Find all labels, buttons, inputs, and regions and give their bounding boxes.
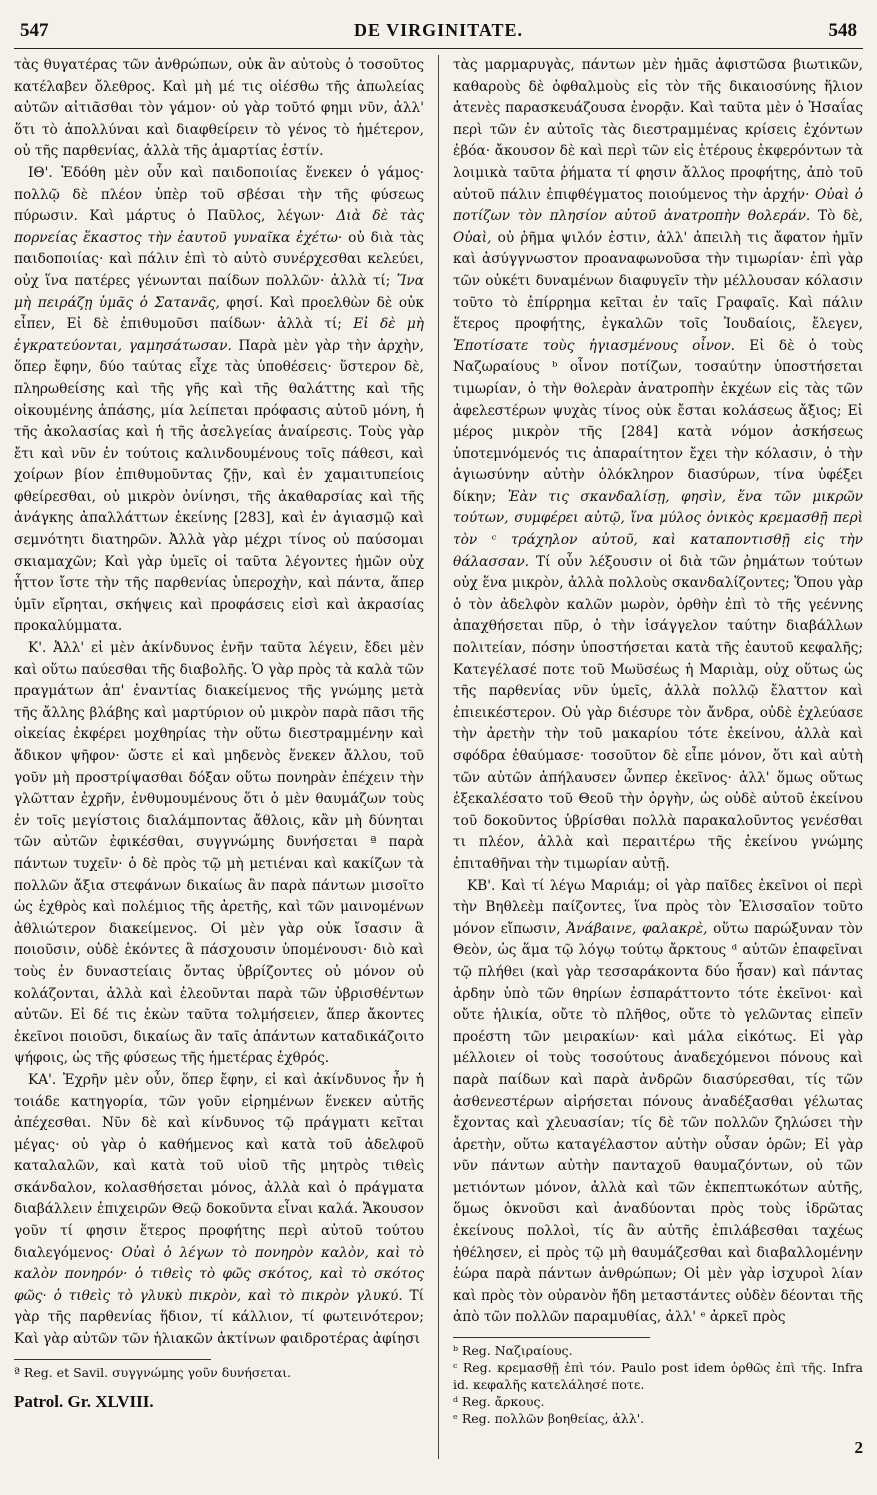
- footnote-divider: [14, 1359, 211, 1360]
- left-column: [14, 55, 424, 1459]
- paragraph-text: Παρὰ μὲν γὰρ τὴν ἀρχὴν, ὅπερ ἔφην, δύο ταύτας εἶχε τὰς ὑποθέσεις· ὕστερον δὲ, πληρωθείσης καὶ τῆς γῆς καὶ τῆς θαλάττης καὶ τῆς οἰκουμένης ἁπάσης, μία λείπεται πρόφασις αὐτοῦ μόνη, ἡ τῆς ἀκολασίας καὶ ἡ τῆς ἀσελγείας ἀναίρεσις. Τοὺς γὰρ ἔτι καὶ νῦν ἐν τούτοις καλινδουμένους τοῖς πάθεσι, καὶ χοίρων βίον ἐπιθυμοῦντας ζῇν, καὶ ἐν χαμαιτυπείοις φθείρεσθαι, οὐ μικρὸν ὀνίνησι, τῆς ἀκαθαρσίας καὶ τῆς ἀνάγκης ἀπαλλάττων ἐκείνης [283], καὶ ἐν ἁγιασμῷ καὶ σεμνότητι διατηρῶν. Ἀλλὰ γὰρ μέχρι τίνος οὐ παύσομαι σκιαμαχῶν; Καὶ γὰρ ὑμεῖς οἱ ταῦτα λέγοντες ἡμῶν οὐχ ἧττον ἴστε τὴν τῆς παρθενίας ὑπεροχὴν, καὶ πάντα, ἅπερ ὑμῖν εἴρηται, σκήψεις καὶ προφάσεις εἰσὶ καὶ ἀκρασίας προκαλύμματα.: [14, 337, 424, 635]
- scripture-quote: Οὐαὶ,: [453, 229, 492, 246]
- footnote: ᵇ Reg. Ναζιραίους.: [453, 1343, 573, 1359]
- scripture-quote: Ἐποτίσατε τοὺς ἡγιασμένους οἶνον.: [453, 337, 735, 354]
- footnote: ᶜ Reg. κρεμασθῇ ἐπὶ τόν. Paulo post idem ὀρθῶς ἐπὶ τῆς. Infra id. κεφαλῆς κατελάλησέ ποτε.: [453, 1360, 863, 1393]
- paragraph: [453, 876, 863, 1329]
- scripture-quote: Ἀνάβαινε, φαλακρὲ,: [566, 920, 708, 937]
- paragraph-text: Τί γὰρ τῆς παρθενίας ἥδιον, τί κάλλιον, τί φωτεινότερον; Καὶ γὰρ αὐτῶν τῶν ἡλιακῶν ἀκτίνων φαιδροτέρας ἀφίησι: [14, 1287, 425, 1348]
- paragraph-text: τὰς μαρμαρυγὰς, πάντων μὲν ἡμᾶς ἀφιστῶσα βιωτικῶν, καθαροὺς δὲ ὀφθαλμοὺς εἰς τὸν τῆς δικαιοσύνης ἥλιον ἀτενὲς παρασκευάζουσα ἐνορᾷν. Καὶ ταῦτα μὲν ὁ Ἡσαΐας περὶ τῶν ἐν αὐτοῖς τὰς διεστραμμένας κρίσεις ἐχόντων ἐβόα· ἄκουσον δὲ καὶ περὶ τῶν εἰς ἑτέρους ἐκφερόντων τὰ λοιμικὰ ταῦτα ῥήματα τί φησιν ἄλλος προφήτης, ἀπὸ τοῦ αὐτοῦ πάλιν ἐπιφθέγματος ποιούμενος τὴν ἀρχήν·: [453, 57, 863, 203]
- paragraph-text: φησί. Καὶ προελθὼν δὲ οὐκ εἶπεν, Εἰ δὲ ἐπιθυμοῦσι παίδων· ἀλλὰ τί;: [14, 294, 424, 333]
- paragraph-text: οὐ ῥῆμα ψιλόν ἐστιν, ἀλλ' ἀπειλὴ τις ἄφατον ἡμῖν καὶ ἀσύγγνωστον προαναφωνοῦσα τὴν τιμωρίαν· ἐπὶ γὰρ τῶν οὐκέτι δυναμένων διαφυγεῖν τὴν μέλλουσαν κόλασιν τοῦτο τὸ ἐπίρρημα κεῖται ἐν ταῖς Γραφαῖς. Καὶ πάλιν ἕτερος προφήτης, ἐγκαλῶν τοῖς Ἰουδαίοις, ἔλεγεν,: [453, 229, 863, 333]
- scripture-quote: Οὐαὶ ὁ ποτίζων τὸν πλησίον αὐτοῦ ἀνατροπὴν θολεράν.: [453, 186, 864, 225]
- scripture-quote: Ἵνα μὴ πειράζῃ ὑμᾶς ὁ Σατανᾶς,: [14, 272, 424, 311]
- column-divider: [438, 55, 439, 1459]
- scripture-quote: Οὐαὶ ὁ λέγων τὸ πονηρὸν καλὸν, καὶ τὸ καλὸν πονηρόν· ὁ τιθεὶς τὸ φῶς σκότος, καὶ τὸ σκότος φῶς· ὁ τιθεὶς τὸ γλυκὺ πικρὸν, καὶ τὸ πικρὸν γλυκύ.: [14, 1244, 424, 1304]
- paragraph: τὰς θυγατέρας τῶν ἀνθρώπων, οὐκ ἂν αὐτοὺς ὁ τοσοῦτος κατέλαβεν ὄλεθρος. Καὶ μὴ μέ τις οἰέσθω τῆς ἀπωλείας αὐτῶν αἰτιᾶσθαι τὸν γάμον· οὐ γὰρ τοῦτό φημι νῦν, ἀλλ' ὅτι τὸ ἀπολλύναι καὶ διαφθείρειν τὸ γένος τὸ ἡμέτερον, οὐ τῆς παρθενίας, ἀλλὰ τῆς ἁμαρτίας ἐστίν.: [14, 57, 424, 160]
- footnote: ª Reg. et Savil. συγγνώμης γοῦν δυνήσεται.: [14, 1364, 292, 1380]
- page-number-right: 548: [828, 20, 857, 41]
- page-header: [14, 14, 863, 49]
- footer-signature: Patrol. Gr. XLVIII.: [14, 1391, 154, 1411]
- paragraph-text: ΚΑ'. Ἐχρῆν μὲν οὖν, ὅπερ ἔφην, εἰ καὶ ἀκίνδυνος ἦν ἡ τοιάδε κατηγορία, τῶν γοῦν εἰρημένων ἕνεκεν αὐτῆς ἀπέχεσθαι. Νῦν δὲ καὶ κίνδυνος τῷ πράγματι κεῖται μέγας· οὐ γὰρ ὁ καθήμενος καὶ κατὰ τοῦ ἀδελφοῦ καταλαλῶν, καὶ κατὰ τοῦ υἱοῦ τῆς μητρὸς τιθεὶς σκάνδαλον, κολασθήσεται μόνος, ἀλλὰ καὶ ὁ πράγματα διαβάλλειν ἐπιχειρῶν Θεῷ δοκοῦντα εἶναι καλά. Ἄκουσον γοῦν τί φησιν ἕτερος προφήτης περὶ αὐτοῦ τούτου διαλεγόμενος·: [14, 1071, 424, 1261]
- scripture-quote: Εἰ δὲ μὴ ἐγκρατεύονται, γαμησάτωσαν.: [14, 316, 424, 354]
- paragraph-text: Τί οὖν λέξουσιν οἱ διὰ τῶν ῥημάτων τούτων οὐχ ἕνα μικρὸν, ἀλλὰ πολλοὺς σκανδαλίζοντες; Ὅπου γὰρ ὁ τὸν ἀδελφὸν καλῶν μωρὸν, ὀρθὴν ἐπὶ τὸ τῆς γεέννης ἀπαχθήσεται πῦρ, ὁ τὴν ἰσάγγελον ταύτην διαβάλλων πολιτείαν, πόσην ὑποστήσεται κατὰ τῆς ἑαυτοῦ κεφαλῆς; Κατεγέλασέ ποτε τοῦ Μωϋσέως ἡ Μαριὰμ, οὐχ οὕτως ὡς τῆς παρθενίας νῦν ὑμεῖς, ἀλλὰ πολλῷ ἔλαττον καὶ ἐπιεικέστερον. Οὐ γὰρ διέσυρε τὸν ἄνδρα, οὐδὲ ἐχλεύασε τὴν ἀρετὴν τὴν τοῦ μακαρίου τότε ἐκείνου, ἀλλὰ καὶ σφόδρα ἐθαύμασε· τοσοῦτον δὲ εἶπε μόνον, ὅτι καὶ αὐτὴ τῶν αὐτῶν ἀπήλαυσεν ὧνπερ ἐκεῖνος· ἀλλ' ὅμως οὕτως ἐξεκαλέσατο τοῦ Θεοῦ τὴν ὀργὴν, ὡς οὐδὲ αὐτοῦ ἐκείνου τοῦ δοκοῦντος ὑβρίσθαι πολλὰ παρακαλοῦντος γενέσθαι τι πλέον, ἀλλὰ καὶ περαιτέρω τῆς ἐκείνου γνώμης ἐπιταθῆναι τὴν τιμωρίαν αὐτῇ.: [453, 553, 863, 872]
- text-columns: [14, 55, 863, 1459]
- right-column: [453, 55, 863, 1459]
- paragraph: [453, 55, 863, 876]
- paragraph-text: ΚΒ'. Καὶ τί λέγω Μαριάμ; οἱ γὰρ παῖδες ἐκεῖνοι οἱ περὶ τὴν Βηθλεὲμ παίζοντες, ἵνα πρὸς τὸν Ἐλισσαῖον τοῦτο μόνον εἴπωσιν,: [453, 877, 863, 937]
- footnote: ᵈ Reg. ἄρκους.: [453, 1394, 545, 1410]
- page-number-left: 547: [20, 20, 49, 41]
- footnote-divider: [453, 1337, 650, 1338]
- paragraph-text: ΙΘ'. Ἐδόθη μὲν οὖν καὶ παιδοποιίας ἕνεκεν ὁ γάμος· πολλῷ δὲ πλέον ὑπὲρ τοῦ σβέσαι τὴν τῆς φύσεως πύρωσιν. Καὶ μάρτυς ὁ Παῦλος, λέγων·: [14, 164, 424, 225]
- paragraph: Κ'. Ἀλλ' εἰ μὲν ἀκίνδυνος ἐνῆν ταῦτα λέγειν, ἔδει μὲν καὶ οὕτω παύεσθαι τῆς διαβολῆς. Ὁ γὰρ πρὸς τὰ καλὰ τῶν πραγμάτων ἀπ' ἐναντίας διακείμενος τῆς γνώμης μετὰ τῆς ἄλλης βλάβης καὶ μαρτύριον οὐ μικρὸν παρὰ πᾶσι τῆς οἰκείας ἐκφέρει μοχθηρίας τὴν οὕτω διεστραμμένην καὶ ἄδικον ψῆφον· ὥστε εἰ καὶ μηδενὸς ἕνεκεν ἄλλου, τοῦ γοῦν μὴ προστρίψασθαι δόξαν οὕτω πονηρὰν ἐπέχειν τὴν γλῶτταν ἐχρῆν, ἐνθυμουμένους ὅτι ὁ μὲν θαυμάζων τοὺς ἐν τοῖς μεγίστοις διαλάμποντας ἄθλοις, κἂν μὴ δύνηται τῶν αὐτῶν ἐφικέσθαι, συγγνώμης δυνήσεται ª παρὰ πάντων τυχεῖν· ὁ δὲ πρὸς τῷ μὴ μετιέναι καὶ κακίζων τὰ πολλῶν ἄξια στεφάνων δικαίως ἂν παρὰ πάντων μισοῖτο ὡς ἐχθρὸς καὶ πολέμιος τῆς ἀρετῆς, καὶ τῶν μαινομένων ἀθλιώτερον διακείμενος. Οἱ μὲν γὰρ οὐκ ἴσασιν ἃ ποιοῦσιν, οὐδὲ ἑκόντες ἃ πάσχουσιν ὑπομένουσι· διὸ καὶ τοὺς ἐν δυναστείαις ὄντας ὑβρίζοντες οὐ μόνον οὐ κολάζονται, ἀλλὰ καὶ ἐλεοῦνται παρὰ τῶν ὑβρισθέντων αὐτῶν. Εἰ δέ τις ἑκὼν ταῦτα τολμήσειεν, ἅπερ ἄκοντες ἐκεῖνοι ποιοῦσι, δικαίως ἂν ταῖς ἁπάντων καταδικάζοιτο ψήφοις, ὡς τῆς φύσεως τῆς ἡμετέρας ἐχθρός.: [14, 640, 424, 1067]
- page-footer: [453, 1437, 863, 1459]
- paragraph-text: οὐ διὰ τὰς παιδοποιίας· καὶ πάλιν ἐπὶ τὸ αὐτὸ συνέρχεσθαι κελεύει, οὐχ ἵνα πατέρες γένωνται παίδων πολλῶν· ἀλλὰ τί;: [14, 229, 424, 289]
- paragraph-text: οὕτω παρώξυναν τὸν Θεὸν, ὡς ἅμα τῷ λόγῳ τούτῳ ἄρκτους ᵈ αὐτῶν ἐπαφεῖναι τῷ πλήθει (καὶ γὰρ τεσσαράκοντα δύο ἦσαν) καὶ πάντας ἀρδην ὑπὸ τῶν θηρίων ἐσπαράττοντο τότε ἐκεῖνοι· καὶ οὔτε ἡλικία, οὔτε τὸ πλῆθος, οὔτε τὸ γελῶντας εἰπεῖν προέστη τῶν μειρακίων· καὶ μάλα εἰκότως. Εἰ γὰρ μέλλοιεν οἱ τοὺς τοσούτους ἀναδεχόμενοι πόνους καὶ παρὰ παίδων καὶ παρὰ ἀνδρῶν διασύρεσθαι, τίς τῶν ἀσθενεστέρων αἱρήσεται πόνους ἀναδέξασθαι γέλωτας ἔχοντας καὶ χλευασίαν; τίς δὲ τῶν πολλῶν ζηλώσει τὴν ἀρετὴν, οὕτω καταγέλαστον αὐτὴν οὖσαν ὁρῶν; Εἰ γὰρ νῦν πάντων αὐτὴν πανταχοῦ θαυμαζόντων, οὐ τῶν μετιόντων μόνον, ἀλλὰ καὶ τῶν ἐκπεπτωκότων αὐτῆς, ὅμως ὀκνοῦσι καὶ ἀναδύονται πρὸς τοὺς ἱδρῶτας ἐκείνους πολλοὶ, τίς ἂν αὐτῆς ἐπιλάβεσθαι ταχέως ἠθέλησεν, εἰ πρὸς τῷ μὴ θαυμάζεσθαι καὶ διαβαλλομένην ἑώρα παρὰ πάντων ἀνθρώπων; Οἱ μὲν γὰρ ἰσχυροὶ λίαν καὶ πρὸς τὸν οὐρανὸν ἤδη μεταστάντες οὐδὲν δέονται τῆς ἀπὸ τῶν πολλῶν παραμυθίας, ἀλλ' ᵉ ἀρκεῖ πρὸς: [453, 920, 864, 1326]
- running-title: DE VIRGINITATE.: [353, 20, 524, 40]
- paragraph-text: Τὸ δὲ,: [817, 208, 863, 225]
- paragraph: [14, 1070, 424, 1351]
- page-footer: [14, 1391, 424, 1413]
- scripture-quote: Ἐὰν τις σκανδαλίσῃ, φησὶν, ἕνα τῶν μικρῶν τούτων, συμφέρει αὐτῷ, ἵνα μύλος ὀνικὸς κρεμασθῇ περὶ τὸν ᶜ τράχηλον αὐτοῦ, καὶ καταποντισθῇ εἰς τὴν θάλασσαν.: [453, 488, 863, 570]
- footnote: ᵉ Reg. πολλῶν βοηθείας, ἀλλ'.: [453, 1411, 645, 1427]
- paragraph-text: Εἰ δὲ ὁ τοὺς Ναζωραίους ᵇ οἶνον ποτίζων, τοσαύτην ὑποστήσεται τιμωρίαν, ὁ τὴν θολερὰν ἀνατροπὴν ἐκχέων εἰς τὰς τῶν ἀφελεστέρων ψυχὰς τίνος οὐκ ἔσται κολάσεως ἄξιος; Εἰ μέρος μικρὸν τῆς [284] κατὰ νόμον ἀσκήσεως ὑποτεμνόμενός τις ἀπαραίτητον ἔχει τὴν κόλασιν, ὁ τὴν ἁγιωσύνην αὐτὴν ὁλόκληρον διασύρων, τίνα ὑφέξει δίκην;: [453, 337, 863, 505]
- paragraph: [14, 163, 424, 638]
- scripture-quote: Διὰ δὲ τὰς πορνείας ἕκαστος τὴν ἑαυτοῦ γυναῖκα ἐχέτω·: [14, 208, 424, 246]
- footer-sheet-number: 2: [854, 1438, 863, 1458]
